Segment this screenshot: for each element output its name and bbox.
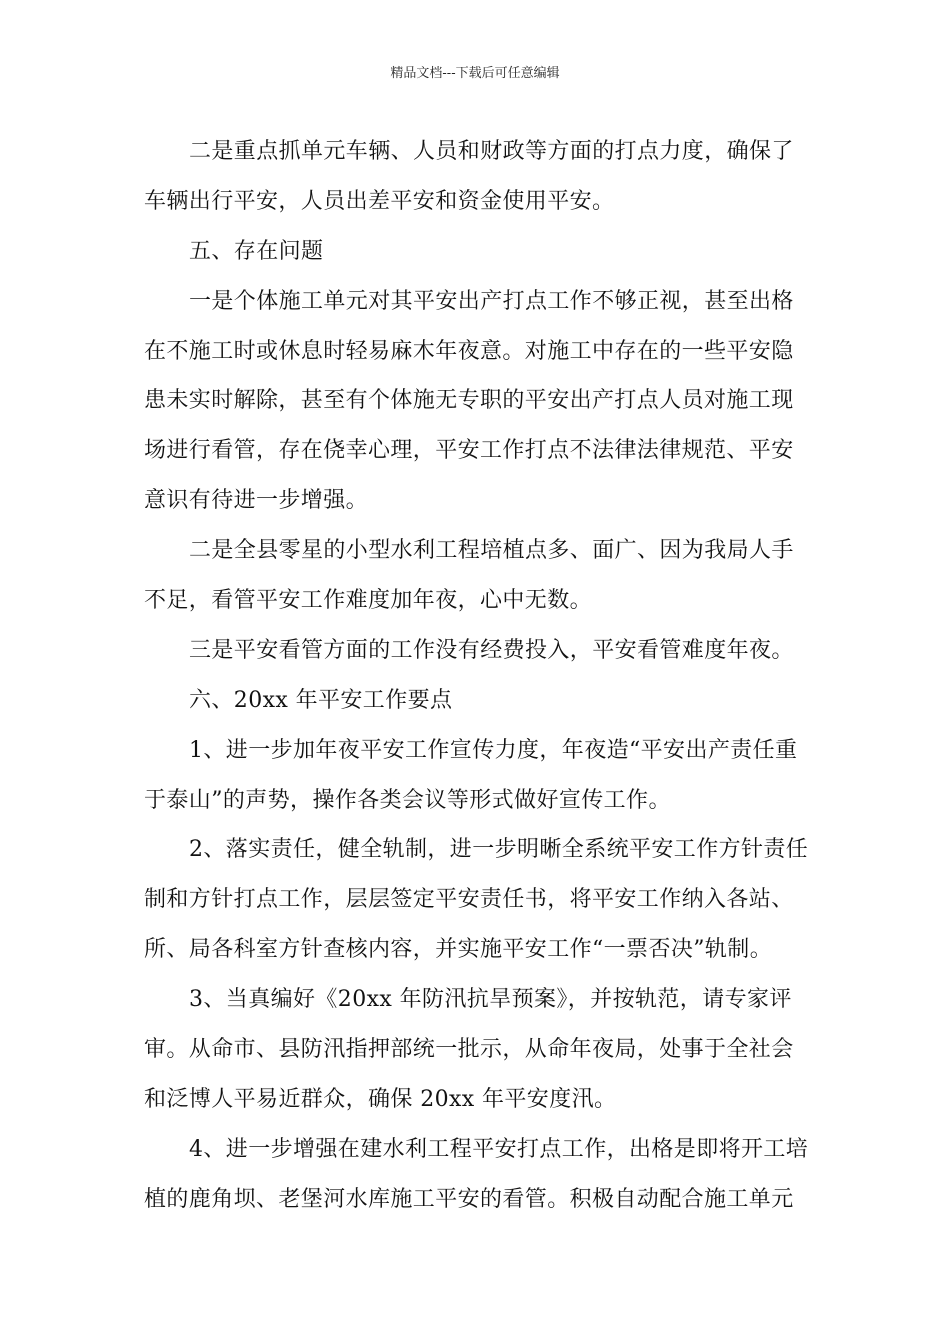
text-line: 场进行看管，存在侥幸心理，平安工作打点不法律法律规范、平安: [144, 438, 794, 464]
text-line: 和泛博人平易近群众，确保 20xx 年平安度汛。: [144, 1086, 617, 1112]
section-heading: 六、20xx 年平安工作要点: [189, 687, 453, 713]
section-heading: 五、存在问题: [189, 238, 324, 264]
text-line: 一是个体施工单元对其平安出产打点工作不够正视，甚至出格: [189, 288, 794, 314]
text-line: 4、进一步增强在建水利工程平安打点工作，出格是即将开工培: [189, 1136, 809, 1162]
text-line: 三是平安看管方面的工作没有经费投入，平安看管难度年夜。: [189, 637, 794, 663]
text-line: 审。从命市、县防汛指押部统一批示，从命年夜局，处事于全社会: [144, 1037, 794, 1063]
text-line: 患未实时解除，甚至有个体施无专职的平安出产打点人员对施工现: [144, 388, 794, 414]
document-body: [144, 127, 814, 1225]
text-line: 1、进一步加年夜平安工作宣传力度，年夜造“平安出产责任重: [189, 737, 798, 763]
page-header: 精品文档---下载后可任意编辑: [390, 66, 560, 81]
text-line: 二是全县零星的小型水利工程培植点多、面广、因为我局人手: [189, 538, 794, 564]
text-line: 于泰山”的声势，操作各类会议等形式做好宣传工作。: [144, 787, 671, 813]
text-line: 植的鹿角坝、老堡河水库施工平安的看管。积极自动配合施工单元: [144, 1186, 794, 1212]
text-line: 2、落实责任，健全轨制，进一步明晰全系统平安工作方针责任: [189, 837, 809, 863]
text-line: 在不施工时或休息时轻易麻木年夜意。对施工中存在的一些平安隐: [144, 338, 794, 364]
text-line: 制和方针打点工作，层层签定平安责任书，将平安工作纳入各站、: [144, 887, 794, 913]
text-line: 不足，看管平安工作难度加年夜，心中无数。: [144, 588, 593, 614]
text-line: 3、当真编好《20xx 年防汛抗旱预案》，并按轨范，请专家评: [189, 987, 792, 1013]
text-line: 意识有待进一步增强。: [144, 488, 369, 514]
text-line: 二是重点抓单元车辆、人员和财政等方面的打点力度，确保了: [189, 139, 794, 164]
text-line: 所、局各科室方针查核内容，并实施平安工作“一票否决”轨制。: [144, 937, 773, 963]
text-line: 车辆出行平安，人员出差平安和资金使用平安。: [144, 188, 615, 214]
